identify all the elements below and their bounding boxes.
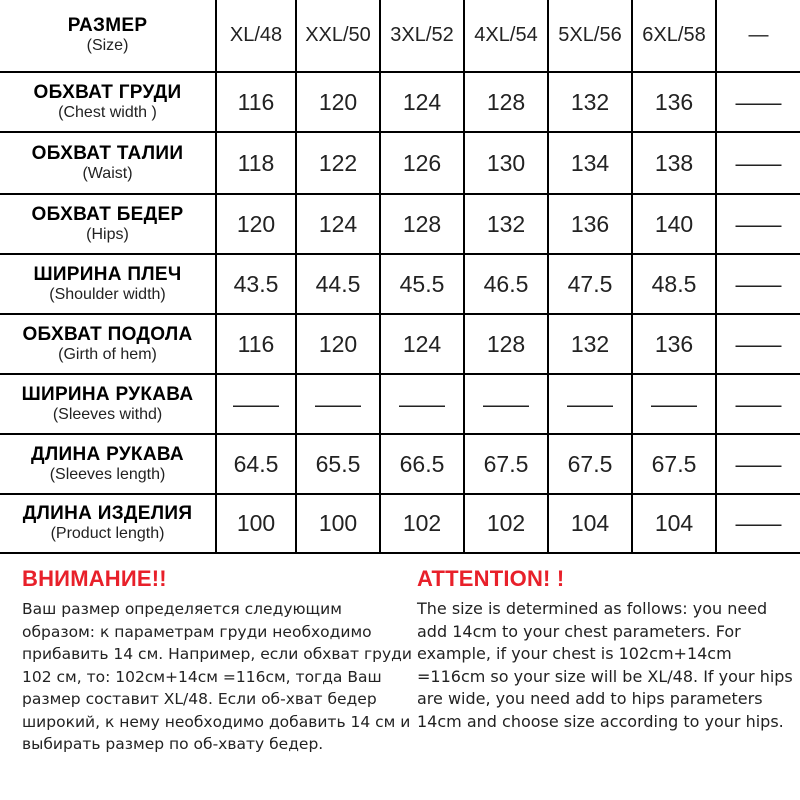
value-cell: 118	[216, 132, 296, 194]
param-en-label: (Sleeves length)	[49, 465, 166, 483]
param-ru-label: ШИРИНА РУКАВА	[21, 383, 194, 405]
value-cell: 136	[548, 194, 632, 254]
table-row	[0, 194, 800, 254]
value-cell: 48.5	[632, 254, 716, 314]
value-cell: 128	[464, 314, 548, 374]
value-cell: 102	[380, 494, 464, 553]
value-cell: 67.5	[464, 434, 548, 494]
value-cell: 67.5	[632, 434, 716, 494]
note-ru-title: ВНИМАНИЕ!!	[22, 566, 167, 591]
value-cell: ——	[716, 72, 800, 132]
value-cell: 132	[464, 194, 548, 254]
size-header-cell: XXL/50	[296, 0, 380, 72]
notes-section	[0, 560, 800, 800]
value-cell: ——	[548, 374, 632, 434]
note-en-title: ATTENTION! !	[417, 566, 565, 591]
value-cell: 126	[380, 132, 464, 194]
param-ru-label: ШИРИНА ПЛЕЧ	[33, 263, 182, 285]
value-cell: 46.5	[464, 254, 548, 314]
param-en-label: (Shoulder width)	[49, 285, 166, 303]
note-english	[417, 560, 800, 733]
value-cell: ——	[716, 132, 800, 194]
value-cell: 132	[548, 72, 632, 132]
value-cell: 100	[216, 494, 296, 553]
param-ru-label: ОБХВАТ БЕДЕР	[31, 203, 184, 225]
value-cell: 120	[216, 194, 296, 254]
value-cell: 136	[632, 314, 716, 374]
table-row	[0, 374, 800, 434]
param-en-label: (Sleeves withd)	[52, 405, 163, 423]
value-cell: 102	[464, 494, 548, 553]
value-cell: ——	[716, 374, 800, 434]
value-cell: ——	[632, 374, 716, 434]
value-cell: 136	[632, 72, 716, 132]
param-header-cell	[0, 0, 216, 72]
value-cell: 124	[380, 72, 464, 132]
value-cell: 132	[548, 314, 632, 374]
table-row	[0, 494, 800, 553]
value-cell: ——	[380, 374, 464, 434]
value-cell: 140	[632, 194, 716, 254]
value-cell: ——	[216, 374, 296, 434]
param-label-cell	[0, 314, 216, 374]
value-cell: ——	[716, 254, 800, 314]
size-header-cell: 4XL/54	[464, 0, 548, 72]
value-cell: 128	[464, 72, 548, 132]
param-label-cell	[0, 434, 216, 494]
note-en-body: The size is determined as follows: you need add 14cm to your chest parameters. For example, if your chest is 102cm+14cm =116cm so your size will be XL/48. If your hips are wide, you need add to hips parameters 14cm and choose size according to your hips.	[417, 599, 793, 731]
param-ru-label: ДЛИНА РУКАВА	[31, 443, 184, 465]
table-row	[0, 314, 800, 374]
size-header-cell: 6XL/58	[632, 0, 716, 72]
param-en-label: (Chest width )	[58, 103, 157, 121]
value-cell: 65.5	[296, 434, 380, 494]
value-cell: 44.5	[296, 254, 380, 314]
value-cell: 122	[296, 132, 380, 194]
value-cell: 104	[632, 494, 716, 553]
value-cell: 130	[464, 132, 548, 194]
size-header-cell: 3XL/52	[380, 0, 464, 72]
value-cell: ——	[464, 374, 548, 434]
value-cell: ——	[296, 374, 380, 434]
value-cell: 64.5	[216, 434, 296, 494]
table-row	[0, 434, 800, 494]
value-cell: ——	[716, 434, 800, 494]
param-label-cell	[0, 72, 216, 132]
value-cell: 116	[216, 314, 296, 374]
size-header-cell: 5XL/56	[548, 0, 632, 72]
param-en-label: (Hips)	[86, 225, 129, 243]
value-cell: ——	[716, 494, 800, 553]
value-cell: 124	[380, 314, 464, 374]
param-label-cell	[0, 132, 216, 194]
value-cell: ——	[716, 314, 800, 374]
param-ru-label: ДЛИНА ИЗДЕЛИЯ	[22, 503, 193, 525]
param-ru-label: ОБХВАТ ТАЛИИ	[31, 142, 184, 164]
value-cell: 104	[548, 494, 632, 553]
value-cell: 66.5	[380, 434, 464, 494]
table-row	[0, 132, 800, 194]
table-row	[0, 72, 800, 132]
param-en-label: (Girth of hem)	[58, 345, 157, 363]
value-cell: 100	[296, 494, 380, 553]
value-cell: 43.5	[216, 254, 296, 314]
param-ru-label: ОБХВАТ ПОДОЛА	[22, 323, 193, 345]
value-cell: 120	[296, 72, 380, 132]
value-cell: 120	[296, 314, 380, 374]
param-label-cell	[0, 494, 216, 553]
param-en-label: (Product length)	[50, 525, 165, 543]
value-cell: 116	[216, 72, 296, 132]
value-cell: 45.5	[380, 254, 464, 314]
size-header-cell: XL/48	[216, 0, 296, 72]
value-cell: 128	[380, 194, 464, 254]
param-ru-label: РАЗМЕР	[67, 15, 148, 37]
header-row	[0, 0, 800, 72]
param-en-label: (Size)	[86, 37, 129, 55]
value-cell: 124	[296, 194, 380, 254]
value-cell: ——	[716, 194, 800, 254]
param-label-cell	[0, 374, 216, 434]
param-label-cell	[0, 194, 216, 254]
table-row	[0, 254, 800, 314]
value-cell: 138	[632, 132, 716, 194]
note-russian	[22, 560, 417, 756]
param-ru-label: ОБХВАТ ГРУДИ	[33, 81, 182, 103]
param-en-label: (Waist)	[82, 164, 133, 182]
note-ru-body: Ваш размер определяется следующим образом: к параметрам груди необходимо прибавить 14 см. Например, если обхват груди 102 см, то: 102см+14см =116см, тогда Ваш размер составит XL/48. Если об-хват бедер широкий, к нему необходимо добавить 14 см и выбирать размер по об-хвату бедер.	[22, 600, 412, 753]
param-label-cell	[0, 254, 216, 314]
value-cell: 134	[548, 132, 632, 194]
value-cell: 47.5	[548, 254, 632, 314]
value-cell: 67.5	[548, 434, 632, 494]
size-header-cell: —	[716, 0, 800, 72]
